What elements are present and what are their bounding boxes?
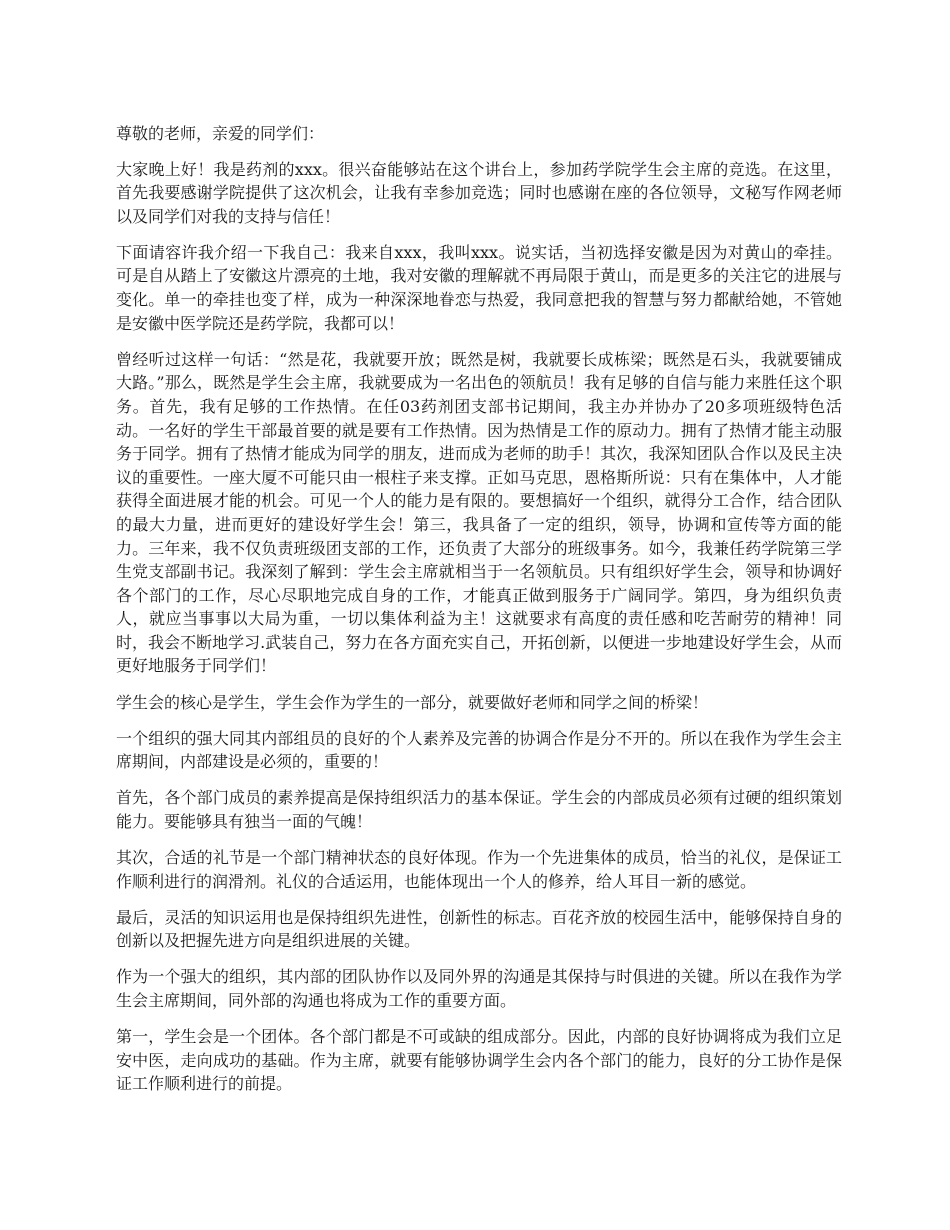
paragraph-teamwork: 第一，学生会是一个团体。各个部门都是不可或缺的组成部分。因此，内部的良好协调将成为我们立足安中医，走向成功的基础。作为主席，就要有能够协调学生会内各个部门的能力，良好的分工协作是保证工作顺利进行的前提。 <box>116 1027 842 1094</box>
salutation: 尊敬的老师，亲爱的同学们： <box>116 124 325 143</box>
document-body <box>116 122 842 1108</box>
paragraph-internal-construction: 一个组织的强大同其内部组员的良好的个人素养及完善的协调合作是分不开的。所以在我作为学生会主席期间，内部建设是必须的，重要的！ <box>116 728 842 772</box>
paragraph-first-point: 首先，各个部门成员的素养提高是保持组织活力的基本保证。学生会的内部成员必须有过硬的组织策划能力。要能够具有独当一面的气魄！ <box>116 788 842 831</box>
paragraph-greeting: 大家晚上好！我是药剂的xxx。很兴奋能够站在这个讲台上，参加药学院学生会主席的竞选。在这里，首先我要感谢学院提供了这次机会，让我有幸参加竞选；同时也感谢在座的各位领导，文秘写作网老师以及同学们对我的支持与信任！ <box>116 159 842 226</box>
paragraph-second-point: 其次，合适的礼节是一个部门精神状态的良好体现。作为一个先进集体的成员，恰当的礼仪，是保证工作顺利进行的润滑剂。礼仪的合适运用，也能体现出一个人的修养，给人耳目一新的感觉。 <box>116 848 842 891</box>
paragraph-self-introduction: 下面请容许我介绍一下我自己：我来自xxx，我叫xxx。说实话，当初选择安徽是因为对黄山的牵挂。可是自从踏上了安徽这片漂亮的土地，我对安徽的理解就不再局限于黄山，而是更多的关注它的进展与变化。单一的牵挂也变了样，成为一种深深地眷恋与热爱，我同意把我的智慧与努力都献给她，不管她是安徽中医学院还是药学院，我都可以！ <box>116 242 842 333</box>
paragraph-core-of-union: 学生会的核心是学生，学生会作为学生的一部分，就要做好老师和同学之间的桥梁！ <box>116 692 709 712</box>
paragraph-qualifications: 曾经听过这样一句话：“然是花，我就要开放；既然是树，我就要长成栋梁；既然是石头，我就要铺成大路。”那么，既然是学生会主席，我就要成为一名出色的领航员！我有足够的自信与能力来胜任这个职务。首先，我有足够的工作热情。在任03药剂团支部书记期间，我主办并协办了20多项班级特色活动。一名好的学生干部最首要的就是要有工作热情。因为热情是工作的原动力。拥有了热情才能主动服务于同学。拥有了热情才能成为同学的朋友，进而成为老师的助手！其次，我深知团队合作以及民主决议的重要性。一座大厦不可能只由一根柱子来支撑。正如马克思，恩格斯所说：只有在集体中，人才能获得全面进展才能的机会。可见一个人的能力是有限的。要想搞好一个组织，就得分工合作，结合团队的最大力量，进而更好的建设好学生会！第三，我具备了一定的组织，领导，协调和宣传等方面的能力。三年来，我不仅负责班级团支部的工作，还负责了大部分的班级事务。如今，我兼任药学院第三学生党支部副书记。我深刻了解到：学生会主席就相当于一名领航员。只有组织好学生会，领导和协调好各个部门的工作，尽心尽职地完成自身的工作，才能真正做到服务于广阔同学。第四，身为组织负责人，就应当事事以大局为重，一切以集体利益为主！这就要求有高度的责任感和吃苦耐劳的精神！同时，我会不断地学习.武装自己，努力在各方面充实自己，开拓创新，以便进一步地建设好学生会，从而更好地服务于同学们！ <box>116 349 842 676</box>
paragraph-third-point: 最后，灵活的知识运用也是保持组织先进性，创新性的标志。百花齐放的校园生活中，能够保持自身的创新以及把握先进方向是组织进展的关键。 <box>116 907 842 951</box>
paragraph-external-communication: 作为一个强大的组织，其内部的团队协作以及同外界的沟通是其保持与时俱进的关键。所以在我作为学生会主席期间，同外部的沟通也将成为工作的重要方面。 <box>116 967 842 1010</box>
